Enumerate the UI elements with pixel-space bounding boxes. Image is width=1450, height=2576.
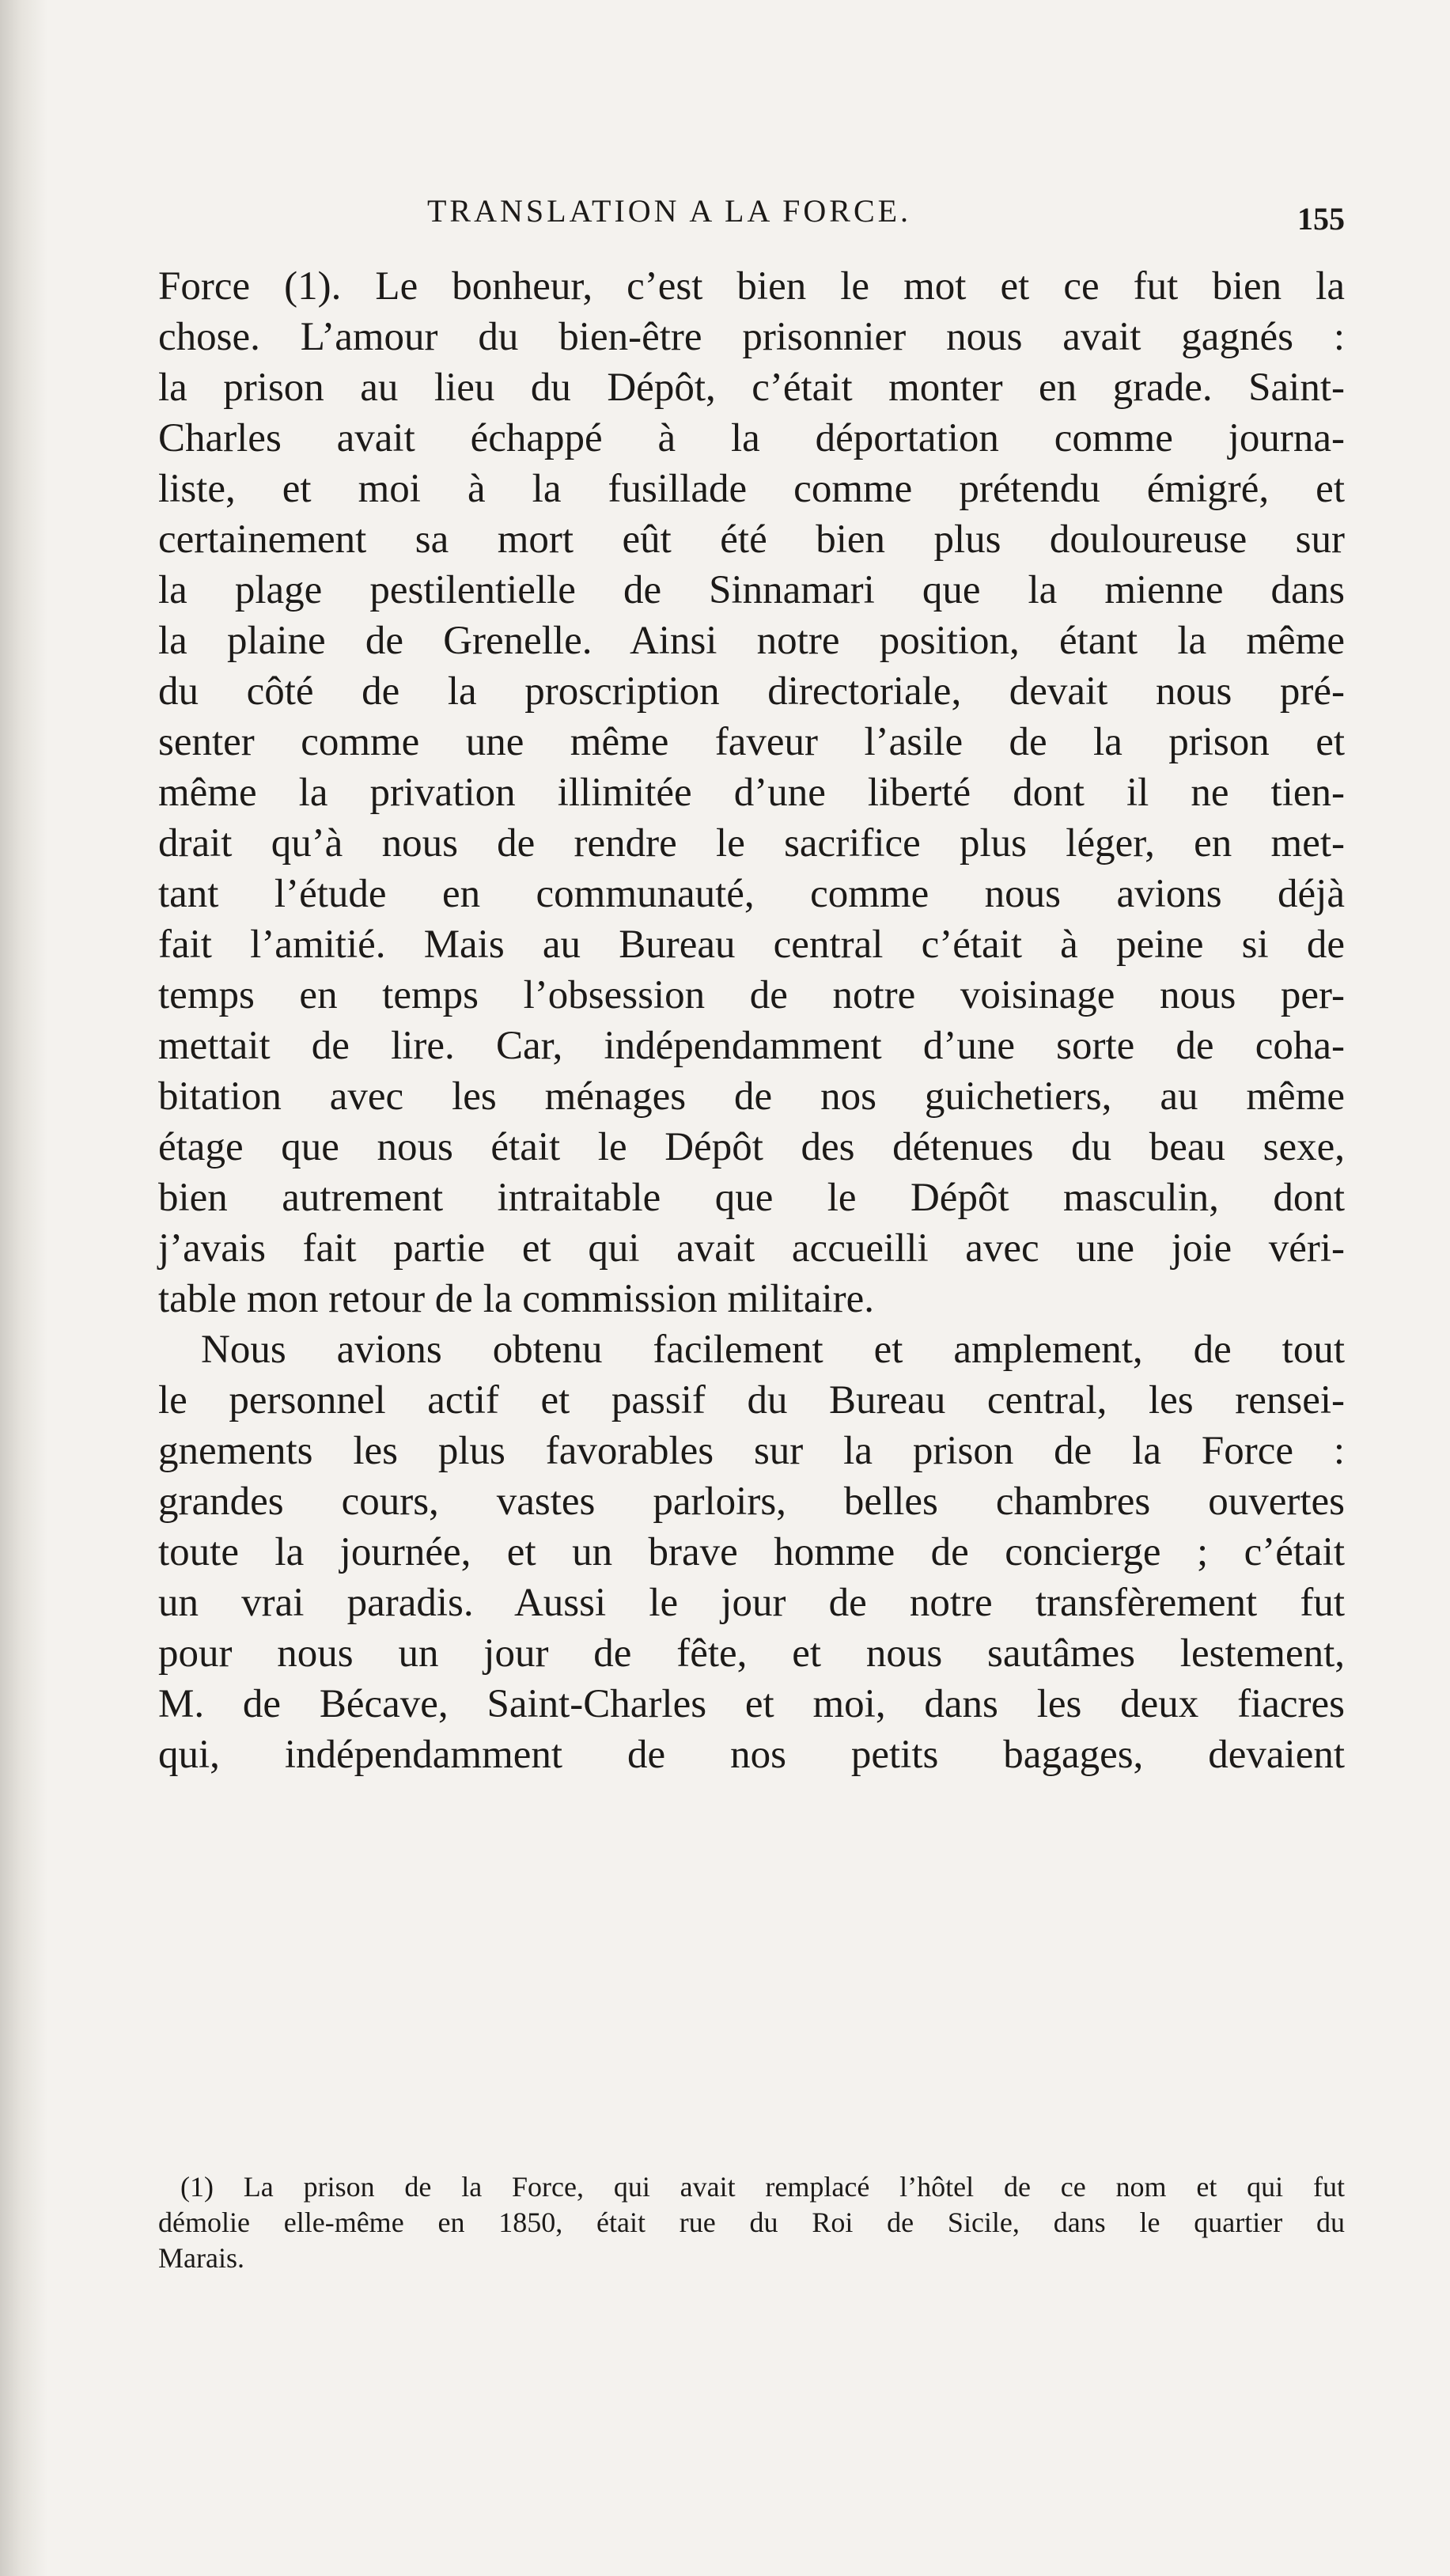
text-line: étage que nous était le Dépôt des détenues du beau sexe, (158, 1125, 1345, 1169)
text-line: bitation avec les ménages de nos guichetiers, au même (158, 1074, 1345, 1119)
text-line: qui, indépendamment de nos petits bagages, devaient (158, 1733, 1345, 1777)
text-line: Charles avait échappé à la déportation comme journa- (158, 416, 1345, 460)
text-line: Force (1). Le bonheur, c’est bien le mot et ce fut bien la (158, 264, 1345, 309)
paragraph-end-line: table mon retour de la commission militaire. (158, 1277, 875, 1321)
text-line: même la privation illimitée d’une liberté dont il ne tien- (158, 771, 1345, 815)
text-line: certainement sa mort eût été bien plus douloureuse sur (158, 517, 1345, 562)
text-line: la plage pestilentielle de Sinnamari que la mienne dans (158, 568, 1345, 612)
text-line: toute la journée, et un brave homme de concierge ; c’était (158, 1530, 1345, 1574)
text-line: gnements les plus favorables sur la prison de la Force : (158, 1429, 1345, 1473)
text-line: liste, et moi à la fusillade comme prétendu émigré, et (158, 467, 1345, 511)
text-line: drait qu’à nous de rendre le sacrifice plus léger, en met- (158, 821, 1345, 866)
body-text (158, 261, 1345, 1780)
footnote (158, 2169, 1345, 2276)
text-line: M. de Bécave, Saint-Charles et moi, dans les deux fiacres (158, 1682, 1345, 1726)
text-line: senter comme une même faveur l’asile de la prison et (158, 720, 1345, 764)
footnote-line: démolie elle-même en 1850, était rue du Roi de Sicile, dans le quartier du (158, 2207, 1345, 2238)
text-line: la plaine de Grenelle. Ainsi notre position, étant la même (158, 619, 1345, 663)
text-line: tant l’étude en communauté, comme nous avions déjà (158, 872, 1345, 916)
text-line: un vrai paradis. Aussi le jour de notre transfèrement fut (158, 1581, 1345, 1625)
text-line: pour nous un jour de fête, et nous sautâmes lestement, (158, 1631, 1345, 1676)
running-head (158, 178, 1345, 237)
text-line: chose. L’amour du bien-être prisonnier nous avait gagnés : (158, 315, 1345, 359)
text-line: bien autrement intraitable que le Dépôt masculin, dont (158, 1176, 1345, 1220)
footnote-line: Marais. (158, 2242, 244, 2274)
footnote-line: (1) La prison de la Force, qui avait remplacé l’hôtel de ce nom et qui fut (180, 2171, 1345, 2203)
page-number: 155 (1297, 201, 1345, 237)
text-line: la prison au lieu du Dépôt, c’était monter en grade. Saint- (158, 366, 1345, 410)
running-title: TRANSLATION A LA FORCE. (427, 193, 912, 229)
paragraph-start-line: Nous avions obtenu facilement et amplement, de tout (201, 1328, 1345, 1372)
text-line: j’avais fait partie et qui avait accueilli avec une joie véri- (158, 1226, 1345, 1271)
text-line: mettait de lire. Car, indépendamment d’une sorte de coha- (158, 1024, 1345, 1068)
text-line: le personnel actif et passif du Bureau central, les rensei- (158, 1378, 1345, 1422)
text-line: temps en temps l’obsession de notre voisinage nous per- (158, 973, 1345, 1017)
text-line: grandes cours, vastes parloirs, belles chambres ouvertes (158, 1479, 1345, 1524)
text-line: du côté de la proscription directoriale, devait nous pré- (158, 669, 1345, 714)
text-line: fait l’amitié. Mais au Bureau central c’était à peine si de (158, 922, 1345, 967)
